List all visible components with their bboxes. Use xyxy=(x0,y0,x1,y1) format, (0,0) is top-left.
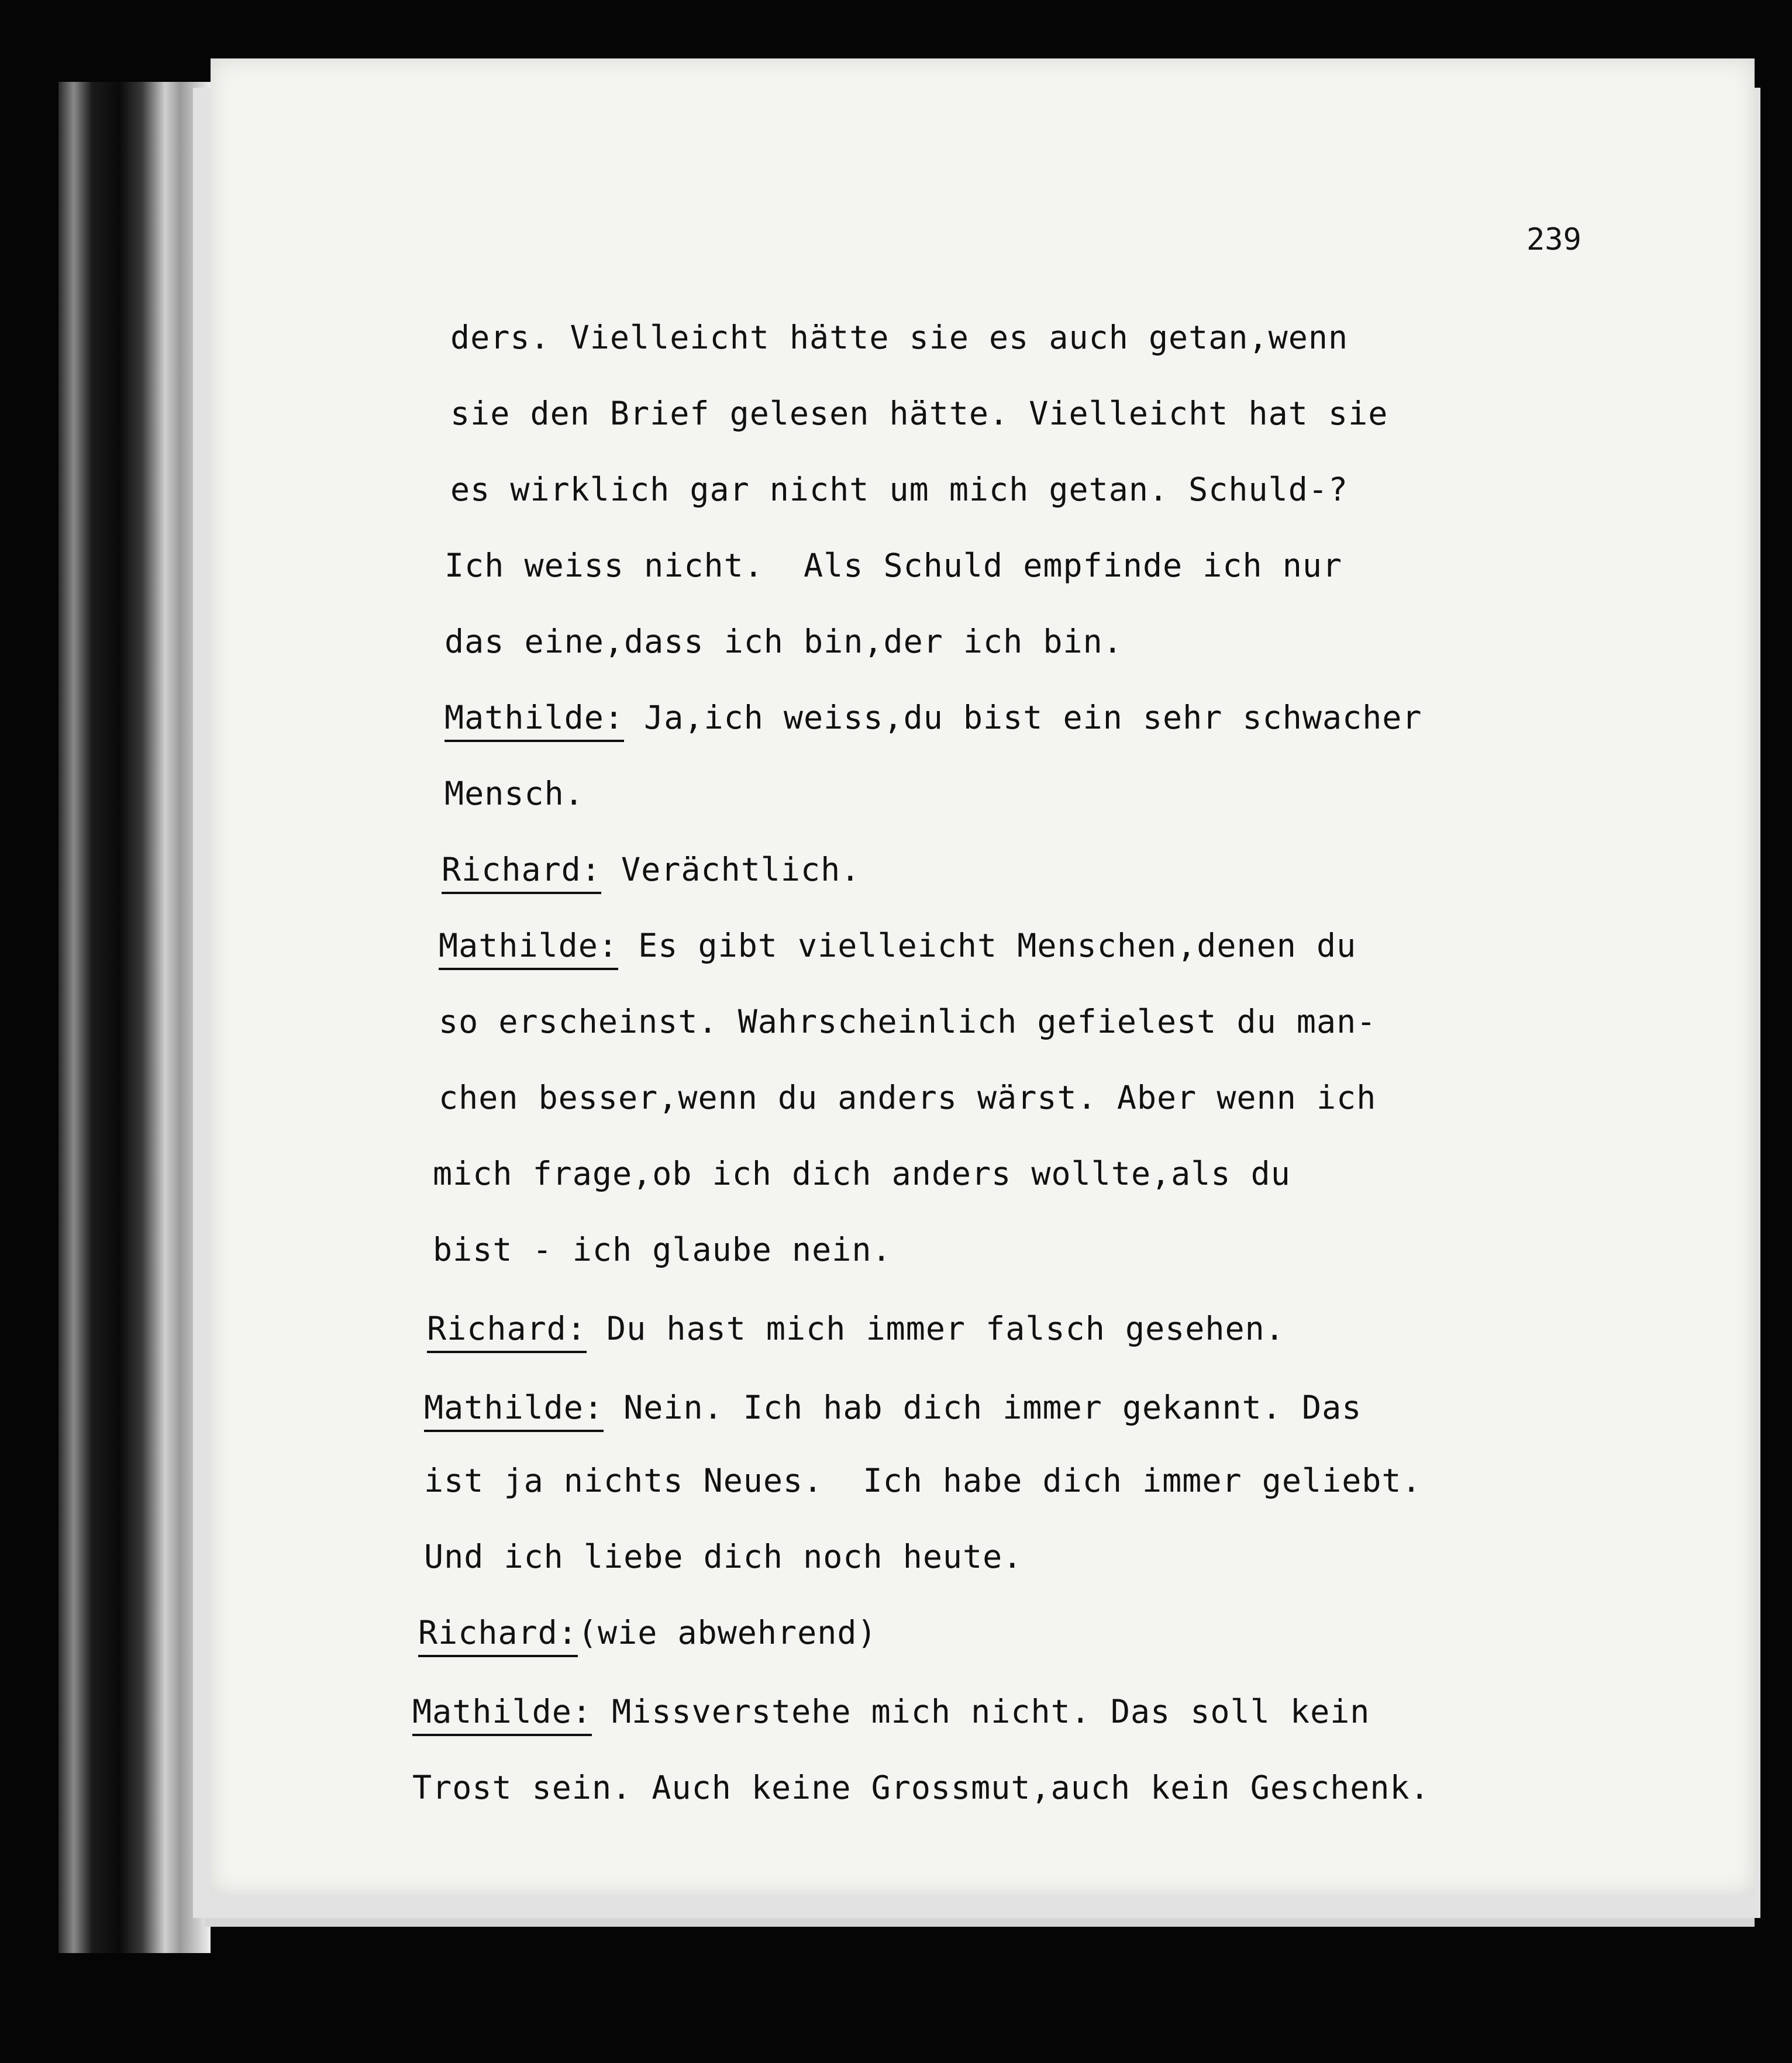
line-text: Und ich liebe dich noch heute. xyxy=(424,1538,1023,1575)
line-text: sie den Brief gelesen hätte. Vielleicht hat sie xyxy=(450,395,1388,432)
speaker-name: Mathilde: xyxy=(439,927,618,970)
line-text: Es gibt vielleicht Menschen,denen du xyxy=(618,927,1357,964)
text-line xyxy=(450,395,1388,432)
text-line xyxy=(427,1310,1285,1347)
speaker-name: Richard: xyxy=(442,851,601,894)
text-line xyxy=(450,471,1348,508)
text-line xyxy=(444,775,584,812)
text-line xyxy=(424,1389,1362,1426)
page-number: 239 xyxy=(1526,222,1581,257)
text-line xyxy=(450,319,1348,356)
text-line xyxy=(433,1231,892,1268)
speaker-name: Richard: xyxy=(418,1614,578,1657)
line-text: bist - ich glaube nein. xyxy=(433,1231,892,1268)
text-line xyxy=(442,851,860,888)
line-text: Du hast mich immer falsch gesehen. xyxy=(586,1310,1285,1347)
line-text: Nein. Ich hab dich immer gekannt. Das xyxy=(604,1389,1362,1426)
line-text: chen besser,wenn du anders wärst. Aber wenn ich xyxy=(439,1079,1377,1116)
binding-edge xyxy=(58,82,211,1953)
line-text: Verächtlich. xyxy=(601,851,861,888)
text-line xyxy=(444,547,1342,584)
text-line xyxy=(424,1462,1422,1499)
line-text: (wie abwehrend) xyxy=(577,1614,877,1651)
line-text: Trost sein. Auch keine Grossmut,auch kein Geschenk. xyxy=(412,1769,1430,1806)
line-text: so erscheinst. Wahrscheinlich gefielest du man- xyxy=(439,1003,1377,1040)
typewritten-page xyxy=(211,58,1755,1895)
text-line xyxy=(412,1693,1370,1730)
text-line xyxy=(418,1614,877,1651)
speaker-name: Mathilde: xyxy=(412,1693,592,1736)
text-line xyxy=(439,927,1356,964)
line-text: Ich weiss nicht. Als Schuld empfinde ich nur xyxy=(444,547,1343,584)
text-line xyxy=(433,1155,1291,1192)
line-text: es wirklich gar nicht um mich getan. Schuld-? xyxy=(450,471,1349,508)
line-text: ist ja nichts Neues. Ich habe dich immer geliebt. xyxy=(424,1462,1422,1499)
line-text: Mensch. xyxy=(444,775,584,812)
text-line xyxy=(424,1538,1022,1575)
speaker-name: Richard: xyxy=(427,1310,587,1353)
text-line xyxy=(412,1769,1430,1806)
text-line xyxy=(444,699,1422,736)
speaker-name: Mathilde: xyxy=(444,699,624,742)
line-text: das eine,dass ich bin,der ich bin. xyxy=(444,623,1123,660)
text-line xyxy=(439,1003,1376,1040)
line-text: mich frage,ob ich dich anders wollte,als du xyxy=(433,1155,1291,1192)
line-text: ders. Vielleicht hätte sie es auch getan,wenn xyxy=(450,319,1349,356)
line-text: Missverstehe mich nicht. Das soll kein xyxy=(592,1693,1370,1730)
body-text xyxy=(211,58,1755,1895)
text-line xyxy=(439,1079,1376,1116)
line-text: Ja,ich weiss,du bist ein sehr schwacher xyxy=(624,699,1422,736)
speaker-name: Mathilde: xyxy=(424,1389,604,1432)
text-line xyxy=(444,623,1123,660)
